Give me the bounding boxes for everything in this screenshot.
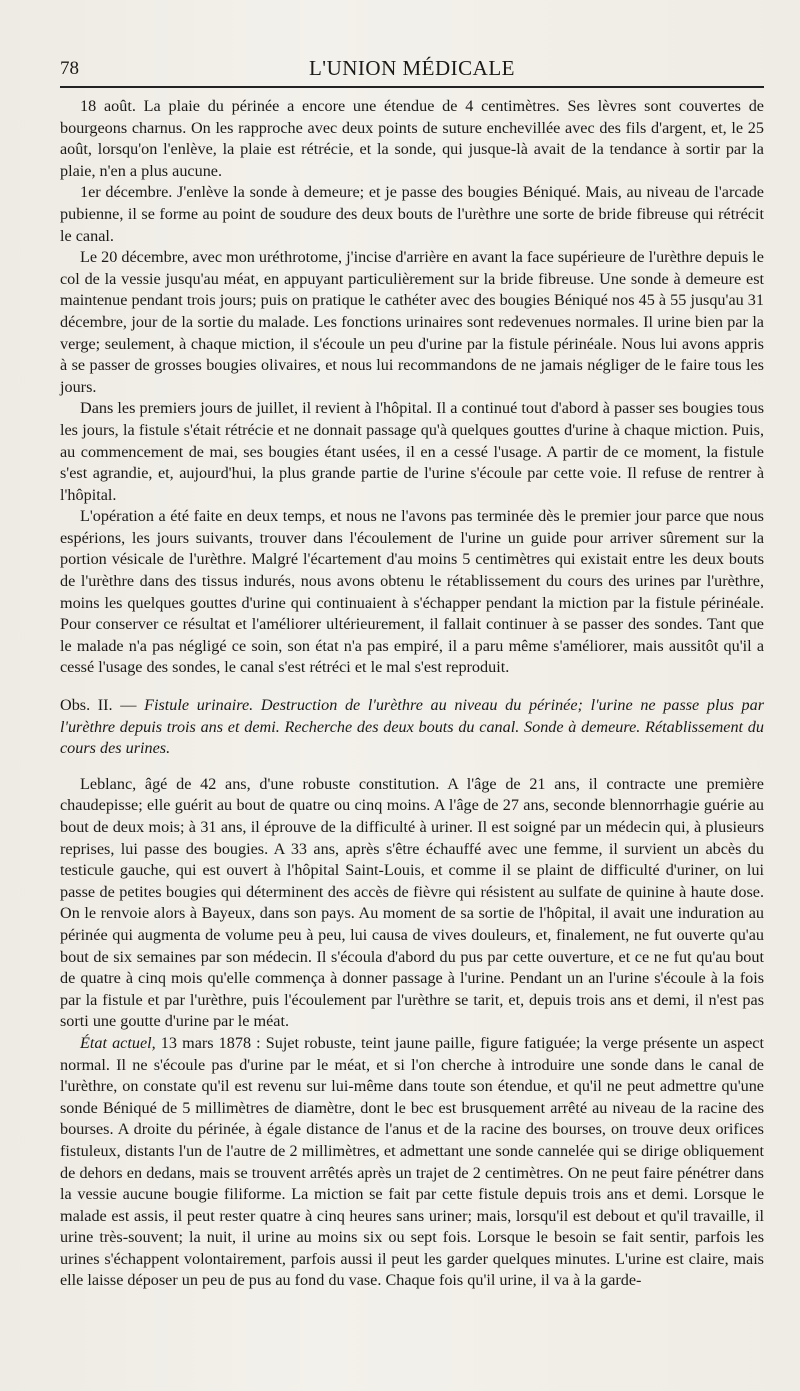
- etat-lead: État actuel,: [80, 1033, 156, 1052]
- observation-label: Obs. II. —: [60, 696, 137, 715]
- paragraph: 1er décembre. J'enlève la sonde à demeure; et je passe des bougies Béniqué. Mais, au niveau de l'arcade pubienne, il se forme au point de soudure des deux bouts de l'urèthre une sorte de bride fibreuse qui rétrécit le canal.: [60, 183, 764, 245]
- etat-text: 13 mars 1878 : Sujet robuste, teint jaune paille, figure fatiguée; la verge présente un aspect normal. Il ne s'écoule pas d'urine par le méat, et si l'on cherche à introduire une sonde dans le canal de l'urèthre, on constate qu'il est revenu sur lui-même dans toute son étendue, et qu'il ne peut admettre qu'une sonde Béniqué de 5 millimètres de diamètre, dont le bec est brusquement arrêté au niveau de la racine des bourses. A droite du périnée, à égale distance de l'anus et de la racine des bourses, on trouve deux orifices fistuleux, distants l'un de l'autre de 2 millimètres, et admettant une sonde cannelée qui se dirige obliquement de dehors en dedans, mais se trouvent arrêtés après un trajet de 2 centimètres. On ne peut faire pénétrer dans la vessie aucune bougie filiforme. La miction se fait par cette fistule depuis trois ans et demi. Lorsque le malade est assis, il peut rester quatre à cinq heures sans uriner; mais, lorsqu'il est debout et qu'il travaille, il urine très-souvent; la nuit, il urine au moins six ou sept fois. Lorsque le besoin se fait sentir, parfois les urines s'échappent volontairement, parfois aussi il peut les garder quelques minutes. L'urine est claire, mais elle laisse déposer un peu de pus au fond du vase. Chaque fois qu'il urine, il va à la garde-: [60, 1033, 764, 1290]
- paragraph: Le 20 décembre, avec mon uréthrotome, j'incise d'arrière en avant la face supérieure de l'urèthre depuis le col de la vessie jusqu'au méat, en appuyant particulièrement sur la bride fibreuse. Une sonde à demeure est maintenue pendant trois jours; puis on pratique le cathéter avec des bougies Béniqué nos 45 à 55 jusqu'au 31 décembre, jour de la sortie du malade. Les fonctions urinaires sont redevenues normales. Il urine bien par la verge; seulement, à chaque miction, il s'écoule un peu d'urine par la fistule périnéale. Nous lui avons appris à se passer de grosses bougies olivaires, et nous lui recommandons de ne jamais négliger de le faire tous les jours.: [60, 248, 764, 396]
- paragraph: Leblanc, âgé de 42 ans, d'une robuste constitution. A l'âge de 21 ans, il contracte une première chaudepisse; elle guérit au bout de quatre ou cinq moins. A l'âge de 27 ans, seconde blennorrhagie guérie au bout de deux mois; à 31 ans, il éprouve de la difficulté à uriner. Il est soigné par un médecin qui, à plusieurs reprises, lui passe des bougies. A 33 ans, après s'être échauffé avec une femme, il survient un abcès du testicule gauche, qui est ouvert à l'hôpital Saint-Louis, et comme il se plaint de difficulté d'uriner, on lui passe de petites bougies qui déterminent des accès de fièvre qui résistent au sulfate de quinine à haute dose. On le renvoie alors à Bayeux, dans son pays. Au moment de sa sortie de l'hôpital, il avait une induration au périnée qui augmenta de volume peu à peu, lui causa de vives douleurs, et, finalement, ne fut ouverte qu'au bout de six semaines par son médecin. Il s'écoula d'abord du pus par cette ouverture, et ce ne fut qu'au bout de quatre à cinq mois qu'elle commença à donner passage à l'urine. Pendant un an l'urine s'écoule à la fois par la fistule et par l'urèthre, puis l'écoulement par l'urèthre se tarit, et, depuis trois ans et demi, il n'est pas sorti une goutte d'urine par le méat.: [60, 774, 764, 1031]
- observation-heading: [60, 695, 764, 760]
- observation-title: Fistule urinaire. Destruction de l'urèthre au niveau du périnée; l'urine ne passe plus par l'urèthre depuis trois ans et demi. Recherche des deux bouts du canal. Sonde à demeure. Rétablissement du cours des urines.: [60, 696, 765, 758]
- body-text: [60, 96, 764, 1292]
- paragraph: 18 août. La plaie du périnée a encore une étendue de 4 centimètres. Ses lèvres sont couvertes de bourgeons charnus. On les rapproche avec deux points de suture enchevillée avec des fils d'argent, et, le 25 août, lorsqu'on l'enlève, la plaie est rétrécie, et la sonde, qui jusque-là avait de la tendance à sortir par la plaie, n'en a plus aucune.: [60, 97, 764, 180]
- page-number: 78: [60, 58, 79, 79]
- page-header: [60, 52, 764, 88]
- paragraph: L'opération a été faite en deux temps, et nous ne l'avons pas terminée dès le premier jour parce que nous espérions, les jours suivants, trouver dans l'écoulement de l'urine un guide pour arriver sûrement sur la portion vésicale de l'urèthre. Malgré l'écartement d'au moins 5 centimètres qui existait entre les deux bouts de l'urèthre dans des tissus indurés, nous avons obtenu le rétablissement du cours des urines par l'urèthre, moins les quelques gouttes d'urine qui continuaient à s'échapper pendant la miction par la fistule périnéale. Pour conserver ce résultat et l'améliorer ultérieurement, il fallait continuer à se passer des sondes. Tant que le malade n'a pas négligé ce soin, son état n'a pas empiré, il a paru même s'améliorer, mais aussitôt qu'il a cessé l'usage des sondes, le canal s'est rétréci et le mal s'est reproduit.: [60, 507, 764, 677]
- etat-paragraph: [60, 1033, 764, 1292]
- paragraph: Dans les premiers jours de juillet, il revient à l'hôpital. Il a continué tout d'abord à passer ses bougies tous les jours, la fistule s'était rétrécie et ne donnait passage qu'à quelques gouttes d'urine à chaque miction. Puis, au commencement de mai, ses bougies étant usées, il en a cessé l'usage. A partir de ce moment, la fistule s'est agrandie, et, aujourd'hui, la plus grande partie de l'urine s'écoule par cette voie. Il refuse de rentrer à l'hôpital.: [60, 399, 764, 504]
- running-title: L'UNION MÉDICALE: [308, 56, 515, 80]
